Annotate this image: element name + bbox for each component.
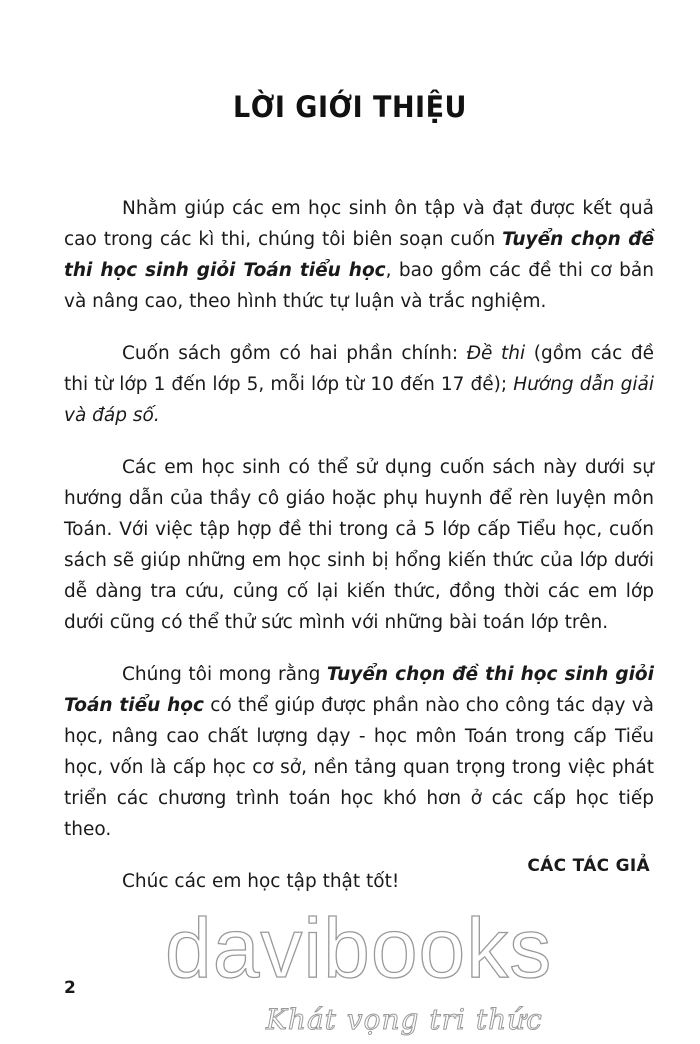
authors-signature: CÁC TÁC GIẢ	[527, 856, 650, 876]
paragraph-2-text-a: Cuốn sách gồm có hai phần chính:	[122, 343, 467, 364]
book-title-emphasis-2: Tuyển chọn đề thi học sinh giỏi Toán tiểu học	[64, 664, 654, 716]
paragraph-4	[64, 659, 654, 845]
paragraph-5: Chúc các em học tập thật tốt!	[122, 871, 400, 892]
watermark-logo: davibooks	[165, 901, 553, 995]
watermark-tagline: Khát vọng tri thức	[266, 1003, 543, 1036]
paragraph-1-text-a: Nhằm giúp các em học sinh ôn tập và đạt được kết quả cao trong các kì thi, chúng tôi biên soạn cuốn	[64, 198, 654, 250]
paragraph-4-text-c: có thể giúp được phần nào cho công tác dạy và học, nâng cao chất lượng dạy - học môn Toán trong cấp Tiểu học, vốn là cấp học cơ sở, nền tảng quan trọng trong việc phát triển các chương trình toán học khó hơn ở các cấp học tiếp theo.	[64, 695, 654, 840]
paragraph-2	[64, 338, 654, 431]
paragraph-1-text-c: , bao gồm các đề thi cơ bản và nâng cao, theo hình thức tự luận và trắc nghiệm.	[64, 260, 654, 312]
paragraph-4-text-a: Chúng tôi mong rằng	[122, 664, 327, 685]
paragraph-2-text-c: (gồm các đề thi từ lớp 1 đến lớp 5, mỗi lớp từ 10 đến 17 đề);	[64, 343, 655, 395]
paragraph-3: Các em học sinh có thể sử dụng cuốn sách này dưới sự hướng dẫn của thầy cô giáo hoặc phụ huynh để rèn luyện môn Toán. Với việc tập hợp đề thi trong cả 5 lớp cấp Tiểu học, cuốn sách sẽ giúp những em học sinh bị hổng kiến thức của lớp dưới dễ dàng tra cứu, củng cố lại kiến thức, đồng thời các em lớp dưới cũng có thể thử sức mình với những bài toán lớp trên.	[64, 457, 654, 633]
section-name-huong-dan: Hướng dẫn giải và đáp số.	[64, 374, 654, 426]
paragraph-1	[64, 193, 654, 317]
preface-body	[64, 193, 654, 918]
page-title: LỜI GIỚI THIỆU	[233, 90, 467, 125]
section-name-de-thi: Đề thi	[466, 343, 526, 364]
book-title-emphasis: Tuyển chọn đề thi học sinh giỏi Toán tiểu học	[64, 229, 655, 281]
page-number: 2	[64, 978, 76, 998]
